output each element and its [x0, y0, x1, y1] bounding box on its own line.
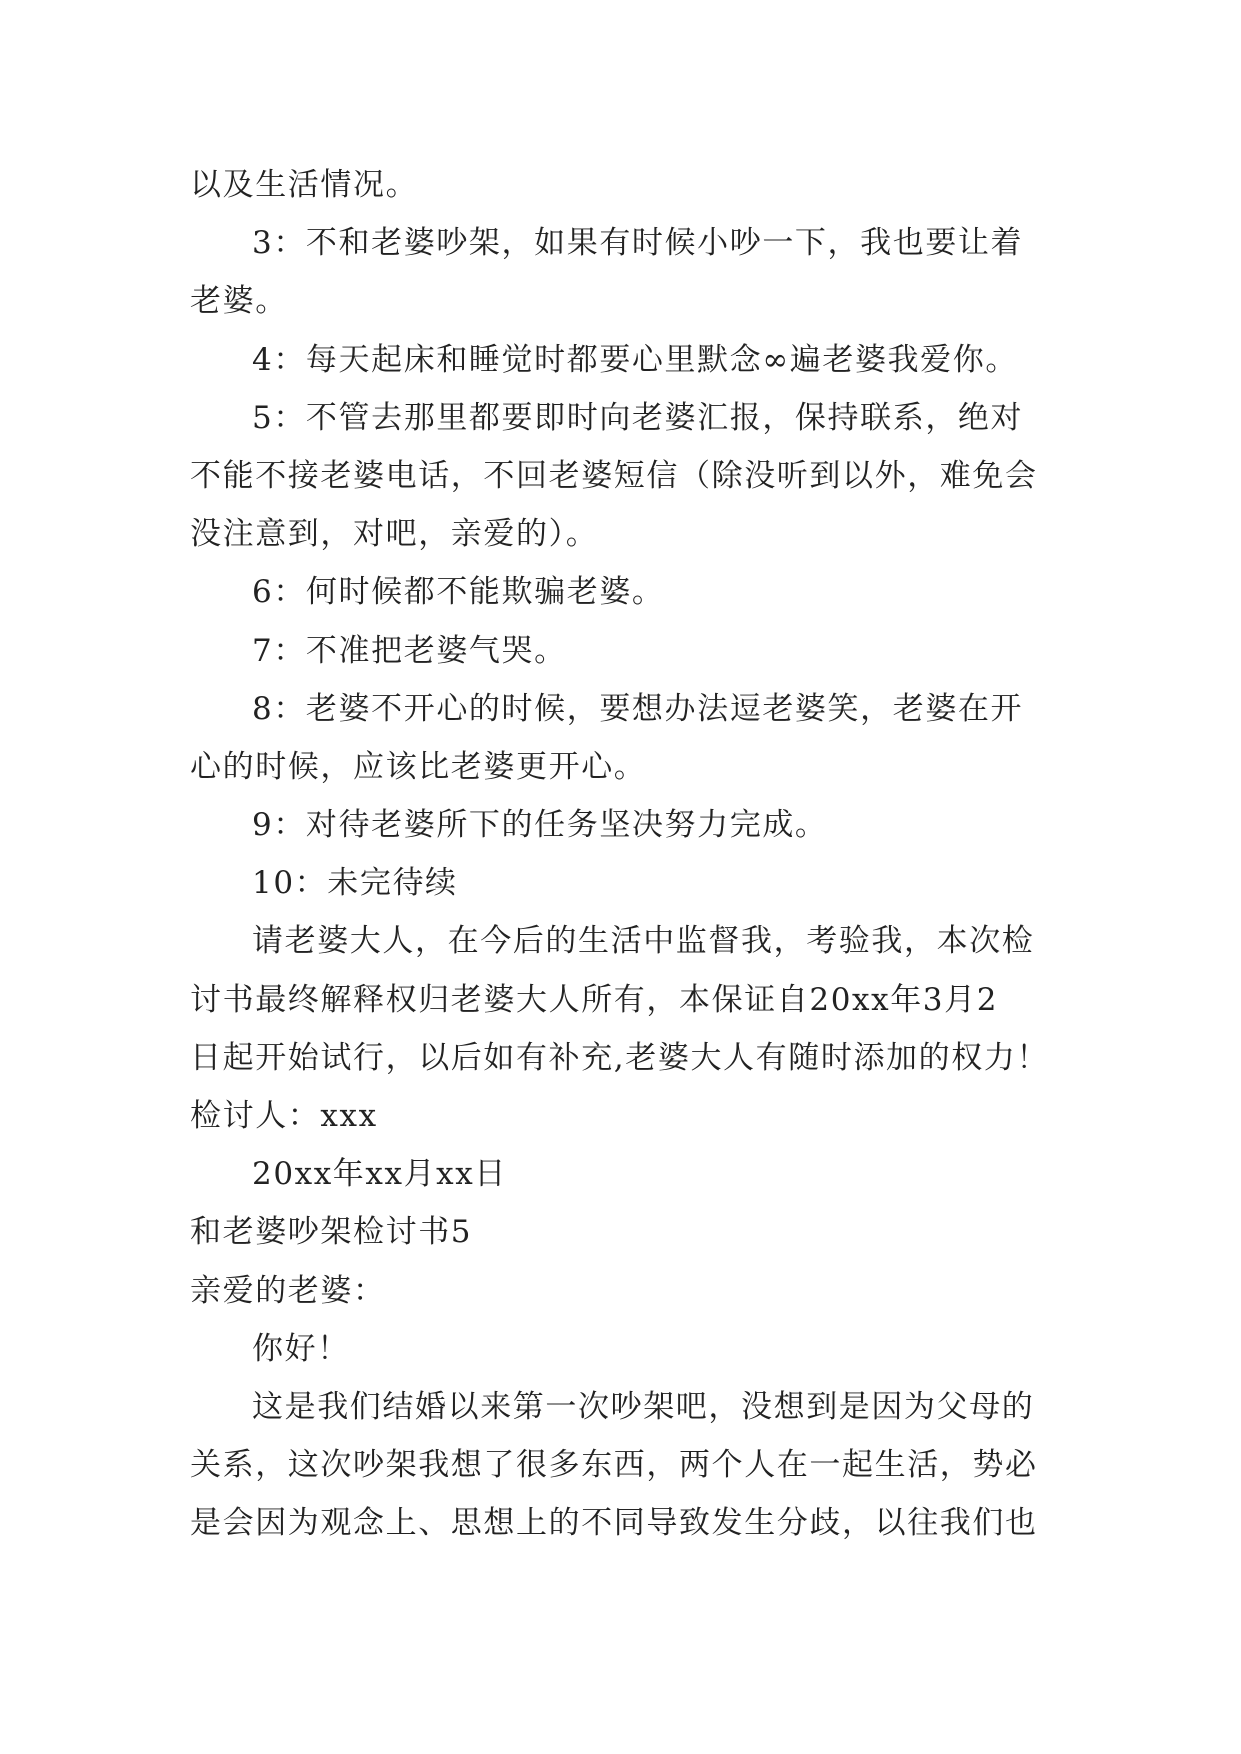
text-line: 心的时候，应该比老婆更开心。	[190, 748, 647, 785]
text-line: 老婆。	[190, 283, 288, 320]
rule-item-6: 6：何时候都不能欺骗老婆。	[252, 574, 665, 611]
text-line: 关系，这次吵架我想了很多东西，两个人在一起生活，势必	[190, 1447, 1038, 1484]
rule-item-8: 8：老婆不开心的时候，要想办法逗老婆笑，老婆在开	[252, 690, 1024, 727]
rule-item-3: 3：不和老婆吵架，如果有时候小吵一下，我也要让着	[252, 225, 1024, 262]
text-line: 不能不接老婆电话，不回老婆短信（除没听到以外，难免会	[190, 457, 1038, 494]
date-line: 20xx年xx月xx日	[252, 1156, 507, 1193]
rule-item-9: 9：对待老婆所下的任务坚决努力完成。	[252, 807, 828, 844]
text-line: 没注意到，对吧，亲爱的）。	[190, 516, 599, 553]
greeting: 你好！	[252, 1330, 350, 1367]
section-title: 和老婆吵架检讨书5	[190, 1214, 473, 1251]
rule-item-10: 10：未完待续	[252, 865, 458, 902]
salutation: 亲爱的老婆：	[190, 1272, 386, 1309]
text-line: 是会因为观念上、思想上的不同导致发生分歧，以往我们也	[190, 1505, 1038, 1542]
text-line: 日起开始试行，以后如有补充,老婆大人有随时添加的权力！	[190, 1039, 1050, 1076]
rule-item-7: 7：不准把老婆气哭。	[252, 632, 567, 669]
closing-paragraph: 请老婆大人，在今后的生活中监督我，考验我，本次检	[252, 923, 1035, 960]
text-line: 讨书最终解释权归老婆大人所有，本保证自20xx年3月2	[190, 981, 999, 1018]
rule-item-4: 4：每天起床和睡觉时都要心里默念∞遍老婆我爱你。	[252, 341, 1018, 378]
text-line: 以及生活情况。	[190, 167, 419, 203]
signature-line: 检讨人：xxx	[190, 1098, 378, 1134]
document-body	[190, 156, 1060, 1553]
rule-item-5: 5：不管去那里都要即时向老婆汇报，保持联系，绝对	[252, 399, 1024, 436]
letter-paragraph: 这是我们结婚以来第一次吵架吧，没想到是因为父母的	[252, 1388, 1035, 1425]
